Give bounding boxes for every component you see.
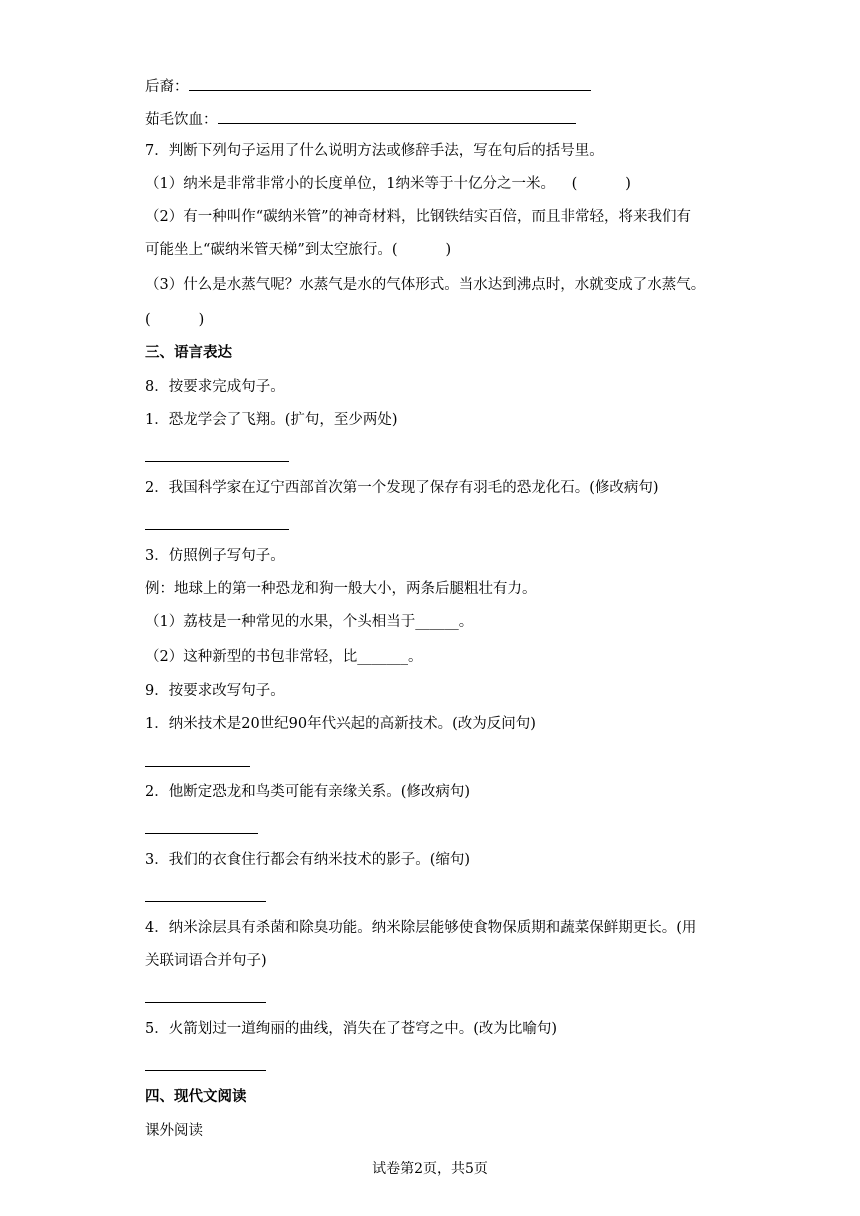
question-7-3a: （3）什么是水蒸气呢？水蒸气是水的气体形式。当水达到沸点时，水就变成了水蒸气。 bbox=[145, 277, 706, 293]
question-8-3-2: （2）这种新型的书包非常轻，比_______。 bbox=[145, 649, 423, 665]
question-8-1: 1．恐龙学会了飞翔。(扩句，至少两处) bbox=[145, 412, 398, 428]
answer-line[interactable] bbox=[145, 461, 289, 462]
paren-open: ( bbox=[571, 176, 578, 192]
question-7-2b bbox=[145, 240, 451, 260]
question-8-example: 例：地球上的第一种恐龙和狗一般大小，两条后腿粗壮有力。 bbox=[145, 581, 537, 597]
question-8-3-1: （1）荔枝是一种常见的水果，个头相当于______。 bbox=[145, 614, 474, 630]
paren-close: ) bbox=[198, 312, 205, 328]
question-7-3b bbox=[145, 310, 204, 330]
answer-blank[interactable] bbox=[189, 76, 591, 91]
vocab-line-houyi bbox=[145, 76, 591, 97]
paren-close: ) bbox=[445, 242, 452, 258]
question-7-2a: （2）有一种叫作“碳纳米管”的神奇材料，比钢铁结实百倍，而且非常轻，将来我们有 bbox=[145, 209, 692, 225]
question-9-3: 3．我们的衣食住行都会有纳米技术的影子。(缩句) bbox=[145, 852, 471, 868]
answer-blank[interactable] bbox=[218, 109, 576, 124]
paren-close: ) bbox=[625, 176, 631, 192]
answer-line[interactable] bbox=[145, 529, 289, 530]
question-9-4a: 4．纳米涂层具有杀菌和除臭功能。纳米除层能够使食物保质期和蔬菜保鲜期更长。(用 bbox=[145, 920, 697, 936]
question-text: （1）纳米是非常非常小的长度单位，1纳米等于十亿分之一米。 bbox=[145, 176, 555, 192]
section-4-title: 四、现代文阅读 bbox=[145, 1088, 247, 1105]
answer-line[interactable] bbox=[145, 833, 258, 834]
vocab-label: 茹毛饮血： bbox=[145, 112, 218, 128]
vocab-line-rumao bbox=[145, 109, 576, 130]
page-footer: 试卷第2页，共5页 bbox=[372, 1161, 488, 1177]
question-9-4b: 关联词语合并句子) bbox=[145, 953, 267, 969]
question-8-3: 3．仿照例子写句子。 bbox=[145, 548, 285, 564]
question-9-2: 2．他断定恐龙和鸟类可能有亲缘关系。(修改病句) bbox=[145, 784, 471, 800]
reading-label: 课外阅读 bbox=[145, 1123, 203, 1139]
question-7: 7．判断下列句子运用了什么说明方法或修辞手法，写在句后的括号里。 bbox=[145, 143, 604, 159]
section-3-title: 三、语言表达 bbox=[145, 344, 232, 361]
answer-line[interactable] bbox=[145, 1070, 266, 1071]
answer-line[interactable] bbox=[145, 1002, 266, 1003]
question-9: 9．按要求改写句子。 bbox=[145, 683, 285, 699]
answer-line[interactable] bbox=[145, 766, 250, 767]
paren-open: ( bbox=[145, 312, 151, 328]
answer-line[interactable] bbox=[145, 901, 266, 902]
question-9-5: 5．火箭划过一道绚丽的曲线，消失在了苍穹之中。(改为比喻句) bbox=[145, 1021, 558, 1037]
question-9-1: 1．纳米技术是20世纪90年代兴起的高新技术。(改为反问句) bbox=[145, 716, 536, 732]
vocab-label: 后裔： bbox=[145, 79, 189, 95]
question-text: 可能坐上“碳纳米管天梯”到太空旅行。( bbox=[145, 242, 398, 258]
question-7-1 bbox=[145, 174, 631, 194]
question-8-2: 2．我国科学家在辽宁西部首次第一个发现了保存有羽毛的恐龙化石。(修改病句) bbox=[145, 480, 659, 496]
question-8: 8．按要求完成句子。 bbox=[145, 379, 285, 395]
